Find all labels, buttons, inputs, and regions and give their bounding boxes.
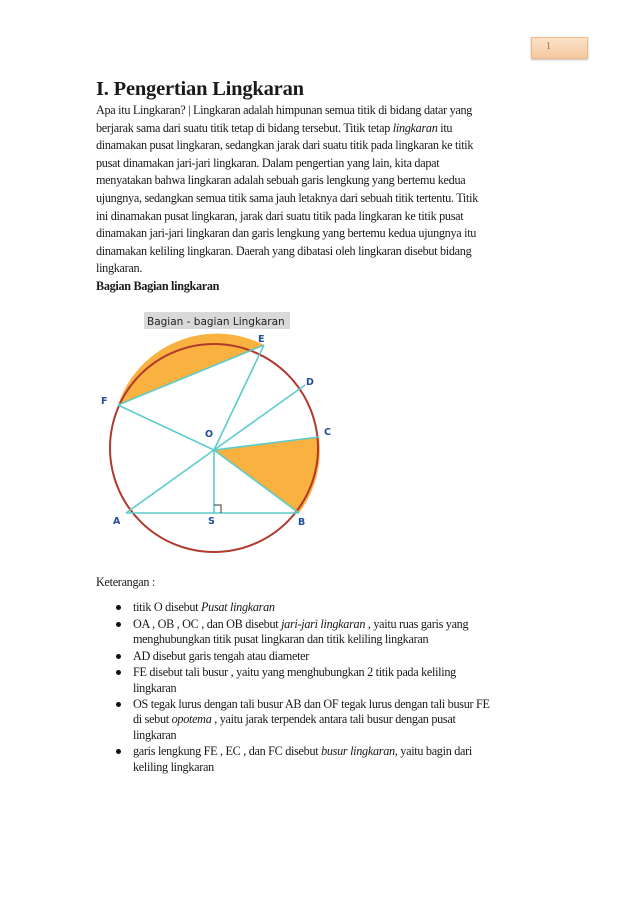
page-title: I. Pengertian Lingkaran: [96, 78, 304, 100]
keterangan-list: [96, 600, 556, 776]
paragraph-line: berjarak sama dari suatu titik tetap di bidang tersebut. Titik tetap lingkaran itu: [96, 120, 453, 135]
label-o: O: [205, 429, 214, 440]
paragraph-line: dinamakan pusat lingkaran, sedangkan jarak dari suatu titik pada lingkaran ke titik: [96, 138, 474, 153]
line-of: [118, 405, 214, 450]
label-s: S: [208, 516, 215, 527]
list-item: OS tegak lurus dengan tali busur AB dan OF tegak lurus dengan tali busur FE di sebut opotema , yaitu jarak terpendek antara tali busur dengan pusat lingkaran: [96, 697, 556, 743]
paragraph-line: ujungnya, sedangkan semua titik sama jauh letaknya dari sebuah titik tertentu. Titik: [96, 190, 478, 205]
label-e: E: [258, 334, 265, 345]
list-item: OA , OB , OC , dan OB disebut jari-jari lingkaran , yaitu ruas garis yang menghubungkan titik pusat lingkaran dan titik keliling lingkaran: [96, 617, 556, 647]
paragraph-line: ini dinamakan pusat lingkaran, jarak dari suatu titik pada lingkaran ke titik pusat: [96, 208, 464, 223]
paragraph-line: menyatakan bahwa lingkaran adalah sebuah garis lengkung yang bertemu kedua: [96, 173, 466, 188]
paragraph-line: dinamakan keliling lingkaran. Daerah yang dibatasi oleh lingkaran disebut bidang: [96, 243, 472, 258]
bullet-icon: [116, 654, 121, 659]
list-item: garis lengkung FE , EC , dan FC disebut busur lingkaran, yaitu bagin dari keliling lingkaran: [96, 744, 556, 774]
bullet-icon: [116, 622, 121, 627]
section-heading: Bagian Bagian lingkaran: [96, 279, 220, 293]
label-f: F: [101, 396, 108, 407]
bullet-icon: [116, 605, 121, 610]
paragraph-line: pusat dinamakan jari-jari lingkaran. Dalam pengertian yang lain, kita dapat: [96, 155, 440, 170]
keterangan-label: Keterangan :: [96, 575, 155, 589]
definition-paragraph: [96, 102, 538, 278]
label-c: C: [324, 427, 331, 438]
list-item: AD disebut garis tengah atau diameter: [96, 649, 556, 664]
bullet-icon: [116, 670, 121, 675]
bullet-icon: [116, 702, 121, 707]
paragraph-line: lingkaran.: [96, 261, 143, 276]
list-item: FE disebut tali busur , yaitu yang menghubungkan 2 titik pada keliling lingkaran: [96, 665, 556, 695]
paragraph-line: dinamakan jari-jari lingkaran dan garis lengkung yang bertemu kedua ujungnya itu: [96, 226, 477, 241]
right-angle-marker: [214, 505, 221, 513]
shaded-segment-fe: [118, 334, 264, 405]
paragraph-line: Apa itu Lingkaran? | Lingkaran adalah himpunan semua titik di bidang datar yang: [96, 103, 473, 117]
page-number: 1: [546, 41, 551, 52]
label-b: B: [298, 517, 306, 528]
figure-caption: Bagian - bagian Lingkaran: [147, 316, 285, 328]
bullet-icon: [116, 749, 121, 754]
list-item: titik O disebut Pusat lingkaran: [96, 600, 556, 615]
label-d: D: [306, 377, 314, 388]
emphasis-lingkaran: lingkaran: [392, 120, 438, 135]
radius-oa: [126, 450, 214, 513]
page-number-badge: [531, 37, 588, 59]
circle-parts-figure: [90, 305, 360, 565]
label-a: A: [113, 516, 121, 527]
